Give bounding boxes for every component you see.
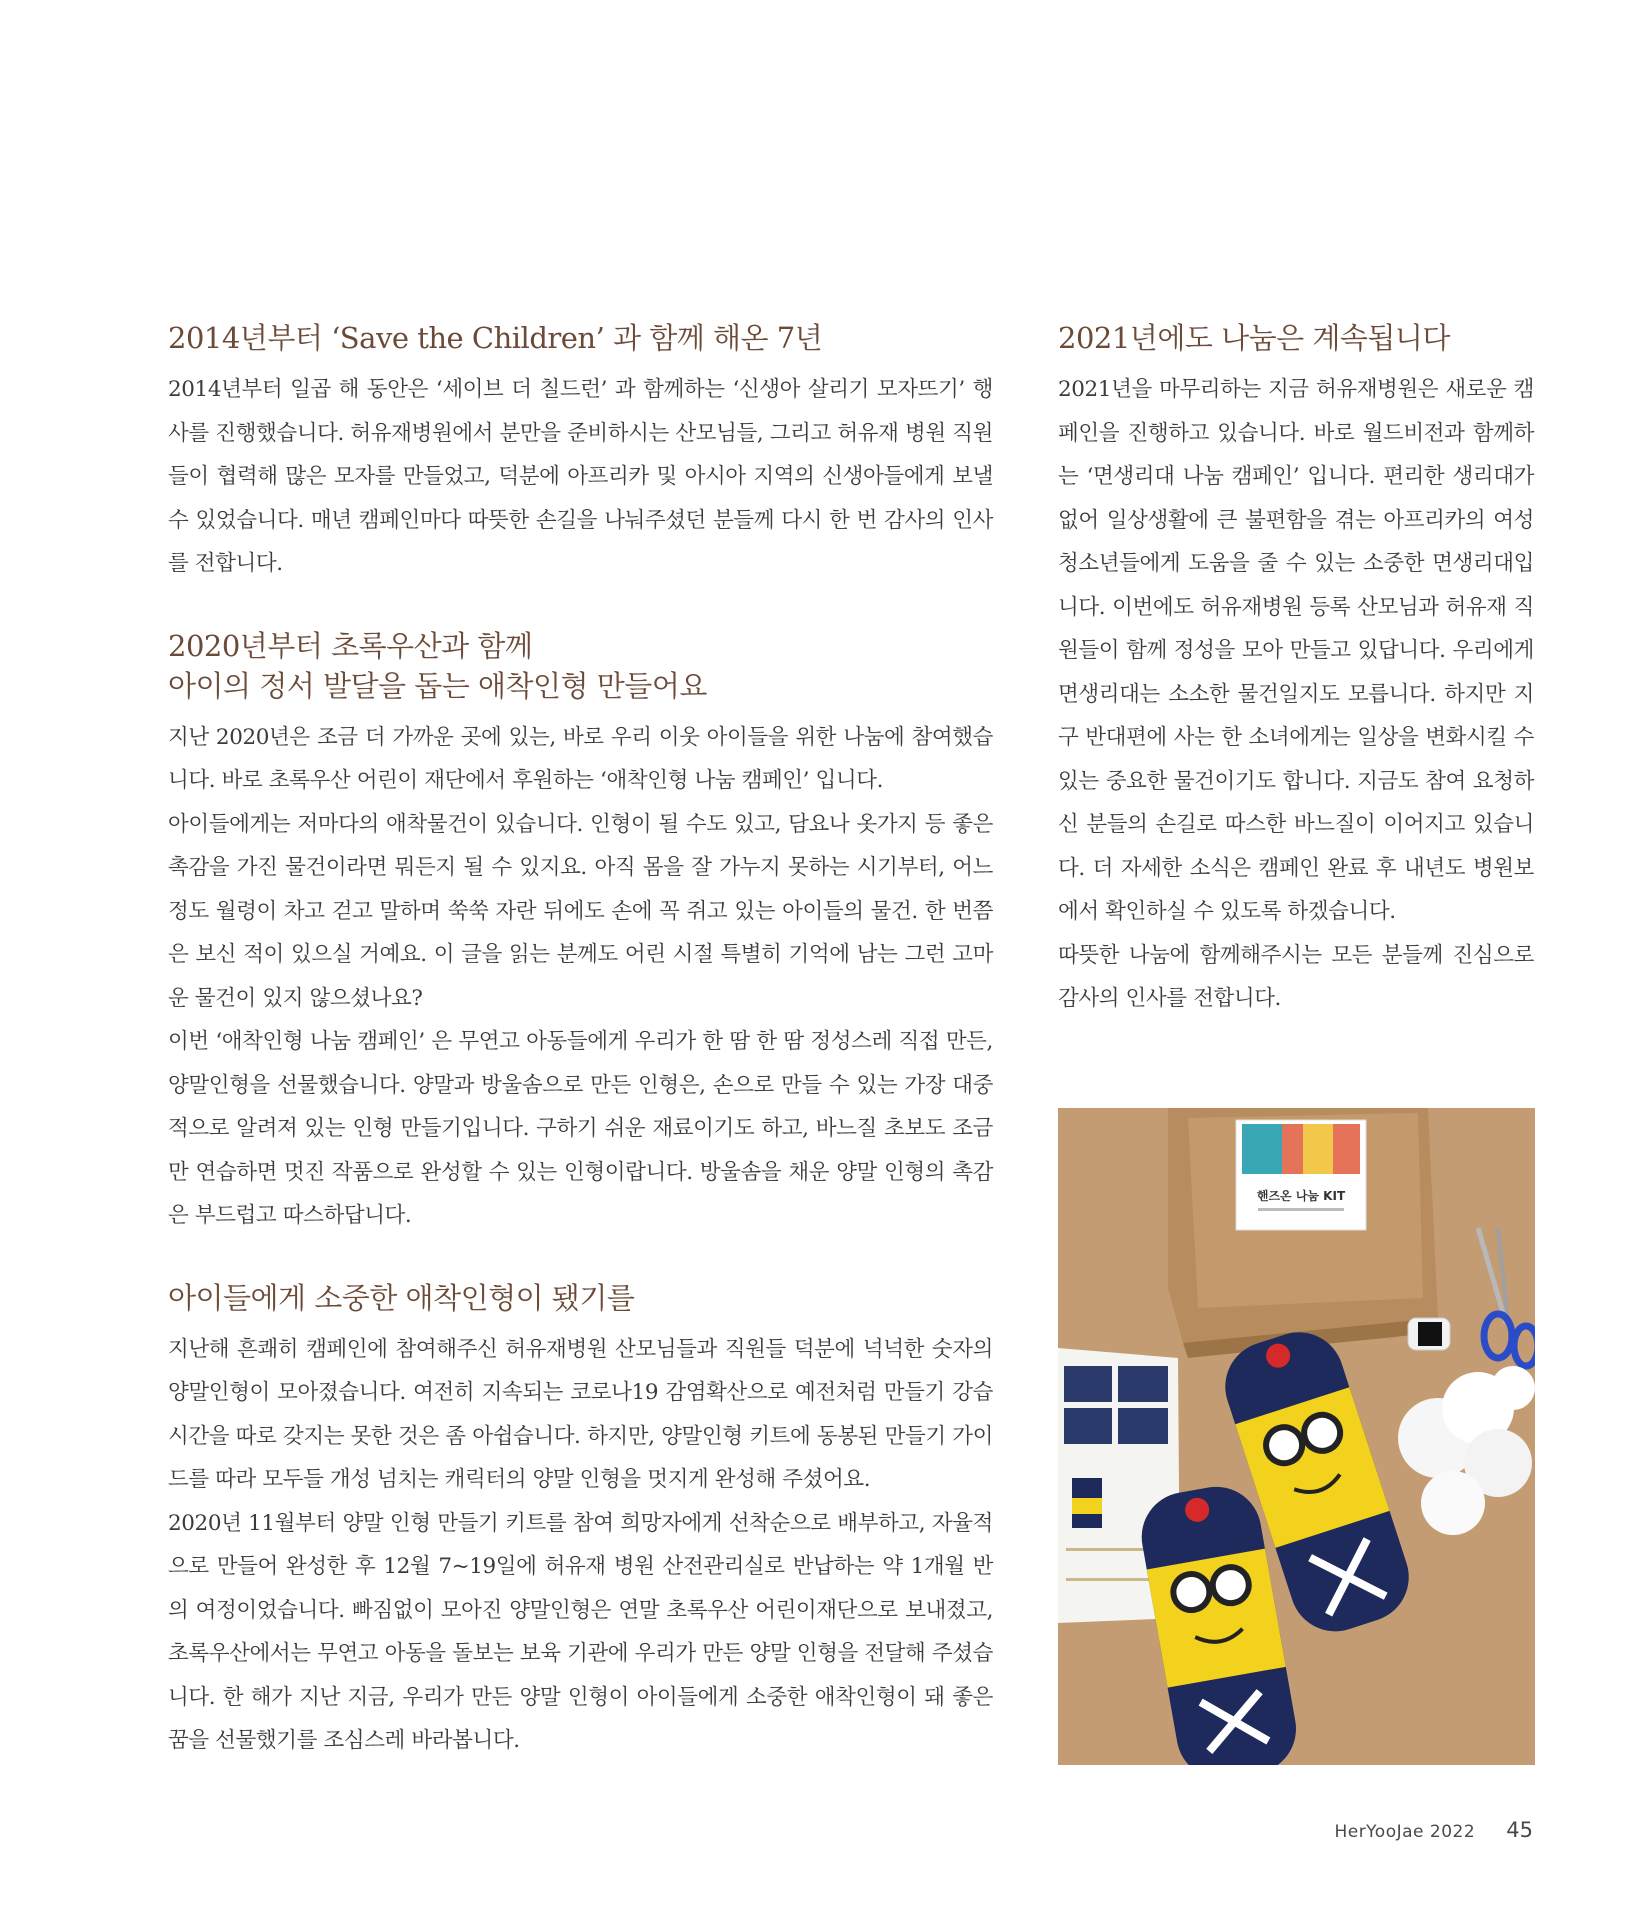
body-paragraph: 2020년 11월부터 양말 인형 만들기 키트를 참여 희망자에게 선착순으로 배부하고, 자율적으로 만들어 완성한 후 12월 7~19일에 허유재 병원 산전관리실로 반납하는 약 1개월 반의 여정이었습니다. 빠짐없이 모아진 양말인형은 연말 초록우산 어린이재단으로 보내졌고, 초록우산에서는 무연고 아동을 돌보는 보육 기관에 우리가 만든 양말 인형을 전달해 주셨습니다. 한 해가 지난 지금, 우리가 만든 양말 인형이 아이들에게 소중한 애착인형이 돼 좋은 꿈을 선물했기를 조심스레 바라봅니다. xyxy=(168,1510,993,1753)
section-heading xyxy=(168,626,993,706)
left-column xyxy=(168,318,993,1803)
body-paragraph: 지난해 흔쾌히 캠페인에 참여해주신 허유재병원 산모님들과 직원들 덕분에 넉넉한 숫자의 양말인형이 모아졌습니다. 여전히 지속되는 코로나19 감염확산으로 예전처럼 만들기 강습 시간을 따로 갖지는 못한 것은 좀 아쉽습니다. 하지만, 양말인형 키트에 동봉된 만들기 가이드를 따라 모두들 개성 넘치는 캐릭터의 양말 인형을 멋지게 완성해 주셨어요. xyxy=(168,1336,993,1492)
section-heading-line2: 아이의 정서 발달을 돕는 애착인형 만들어요 xyxy=(168,668,707,703)
thread-spool-icon xyxy=(1408,1318,1450,1350)
section-heading: 아이들에게 소중한 애착인형이 됐기를 xyxy=(168,1280,635,1315)
body-paragraph: 따뜻한 나눔에 함께해주시는 모든 분들께 진심으로 감사의 인사를 전합니다. xyxy=(1058,942,1534,1011)
photo-illustration xyxy=(1058,1108,1535,1765)
section-heading: 2021년에도 나눔은 계속됩니다 xyxy=(1058,321,1450,355)
sock-doll-kit-photo xyxy=(1058,1108,1535,1765)
body-paragraph: 지난 2020년은 조금 더 가까운 곳에 있는, 바로 우리 이웃 아이들을 위한 나눔에 참여했습니다. 바로 초록우산 어린이 재단에서 후원하는 ‘애착인형 나눔 캠페인’ 입니다. xyxy=(168,724,993,793)
kit-box xyxy=(1168,1108,1438,1358)
page-number: 45 xyxy=(1506,1818,1533,1842)
right-column xyxy=(1058,318,1534,1061)
section-save-the-children xyxy=(168,318,993,586)
section-heading-line1: 2020년부터 초록우산과 함께 xyxy=(168,628,533,663)
kit-label-text: 핸즈온 나눔 KIT xyxy=(1256,1189,1346,1203)
body-paragraph: 2014년부터 일곱 해 동안은 ‘세이브 더 칠드런’ 과 함께하는 ‘신생아 살리기 모자뜨기’ 행사를 진행했습니다. 허유재병원에서 분만을 준비하시는 산모님들, 그리고 허유재 병원 직원들이 협력해 많은 모자를 만들었고, 덕분에 아프리카 및 아시아 지역의 신생아들에게 보낼 수 있었습니다. 매년 캠페인마다 따뜻한 손길을 나눠주셨던 분들께 다시 한 번 감사의 인사를 전합니다. xyxy=(168,377,993,576)
section-attachment-doll xyxy=(168,1278,993,1763)
section-heading: 2014년부터 ‘Save the Children’ 과 함께 해온 7년 xyxy=(168,321,823,355)
page-footer xyxy=(1334,1818,1533,1842)
body-paragraph: 이번 ‘애착인형 나눔 캠페인’ 은 무연고 아동들에게 우리가 한 땀 한 땀 정성스레 직접 만든, 양말인형을 선물했습니다. 양말과 방울솜으로 만든 인형은, 손으로 만들 수 있는 가장 대중적으로 알려져 있는 인형 만들기입니다. 구하기 쉬운 재료이기도 하고, 바느질 초보도 조금만 연습하면 멋진 작품으로 완성할 수 있는 인형이랍니다. 방울솜을 채운 양말 인형의 촉감은 부드럽고 따스하답니다. xyxy=(168,1029,993,1228)
body-paragraph: 아이들에게는 저마다의 애착물건이 있습니다. 인형이 될 수도 있고, 담요나 옷가지 등 좋은 촉감을 가진 물건이라면 뭐든지 될 수 있지요. 아직 몸을 잘 가누지 못하는 시기부터, 어느 정도 월령이 차고 걷고 말하며 쑥쑥 자란 뒤에도 손에 꼭 쥐고 있는 아이들의 물건. 한 번쯤은 보신 적이 있으실 거예요. 이 글을 읽는 분께도 어린 시절 특별히 기억에 남는 그런 고마운 물건이 있지 않으셨나요? xyxy=(168,811,993,1011)
magazine-name: HerYooJae 2022 xyxy=(1334,1822,1476,1842)
section-green-umbrella xyxy=(168,626,993,1238)
body-paragraph: 2021년을 마무리하는 지금 허유재병원은 새로운 캠페인을 진행하고 있습니다. 바로 월드비전과 함께하는 ‘면생리대 나눔 캠페인’ 입니다. 편리한 생리대가 없어 일상생활에 큰 불편함을 겪는 아프리카의 여성 청소년들에게 도움을 줄 수 있는 소중한 면생리대입니다. 이번에도 허유재병원 등록 산모님과 허유재 직원들이 함께 정성을 모아 만들고 있답니다. 우리에게 면생리대는 소소한 물건일지도 모릅니다. 하지만 지구 반대편에 사는 한 소녀에게는 일상을 변화시킬 수 있는 중요한 물건이기도 합니다. 지금도 참여 요청하신 분들의 손길로 따스한 바느질이 이어지고 있습니다. 더 자세한 소식은 캠페인 완료 후 내년도 병원보에서 확인하실 수 있도록 하겠습니다. xyxy=(1058,377,1534,924)
section-2021-campaign xyxy=(1058,318,1534,1021)
